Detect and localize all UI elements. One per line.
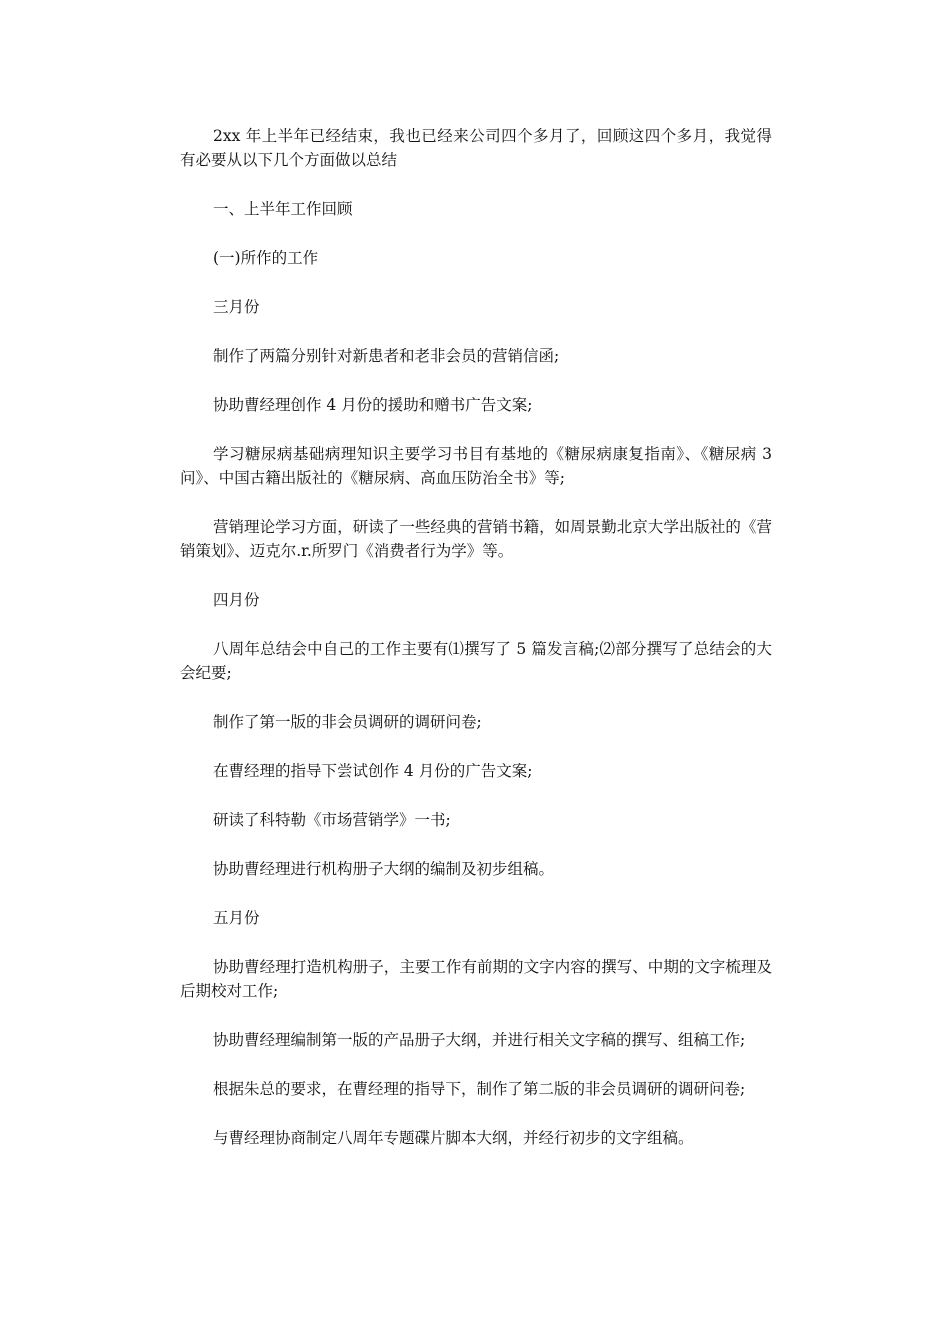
month-heading-march: 三月份 (213, 298, 260, 316)
subsection-heading: (一)所作的工作 (213, 249, 319, 267)
intro-paragraph: 2xx 年上半年已经结束，我也已经来公司四个多月了，回顾这四个多月，我觉得有必要从以下几个方面做以总结 (180, 127, 772, 169)
list-item: 协助曹经理进行机构册子大纲的编制及初步组稿。 (213, 860, 555, 878)
list-item: 营销理论学习方面，研读了一些经典的营销书籍，如周景勤北京大学出版社的《营销策划》、迈克尔.r.所罗门《消费者行为学》等。 (180, 518, 772, 560)
list-item: 制作了两篇分别针对新患者和老非会员的营销信函; (213, 347, 560, 365)
section-heading: 一、上半年工作回顾 (213, 200, 353, 218)
list-item: 在曹经理的指导下尝试创作 4 月份的广告文案; (213, 762, 533, 780)
list-item: 协助曹经理编制第一版的产品册子大纲，并进行相关文字稿的撰写、组稿工作; (213, 1031, 746, 1049)
list-item: 与曹经理协商制定八周年专题碟片脚本大纲，并经行初步的文字组稿。 (213, 1129, 694, 1147)
document-body (180, 124, 772, 1175)
list-item: 协助曹经理打造机构册子，主要工作有前期的文字内容的撰写、中期的文字梳理及后期校对工作; (180, 958, 772, 1000)
list-item: 根据朱总的要求，在曹经理的指导下，制作了第二版的非会员调研的调研问卷; (213, 1080, 746, 1098)
list-item: 研读了科特勒《市场营销学》一书; (213, 811, 451, 829)
list-item: 学习糖尿病基础病理知识主要学习书目有基地的《糖尿病康复指南》、《糖尿病 3 问》、中国古籍出版社的《糖尿病、高血压防治全书》等; (180, 445, 772, 487)
list-item: 八周年总结会中自己的工作主要有⑴撰写了 5 篇发言稿;⑵部分撰写了总结会的大会纪要; (180, 640, 772, 682)
list-item: 制作了第一版的非会员调研的调研问卷; (213, 713, 482, 731)
month-heading-may: 五月份 (213, 909, 260, 927)
month-heading-april: 四月份 (213, 591, 260, 609)
list-item: 协助曹经理创作 4 月份的援助和赠书广告文案; (213, 396, 533, 414)
